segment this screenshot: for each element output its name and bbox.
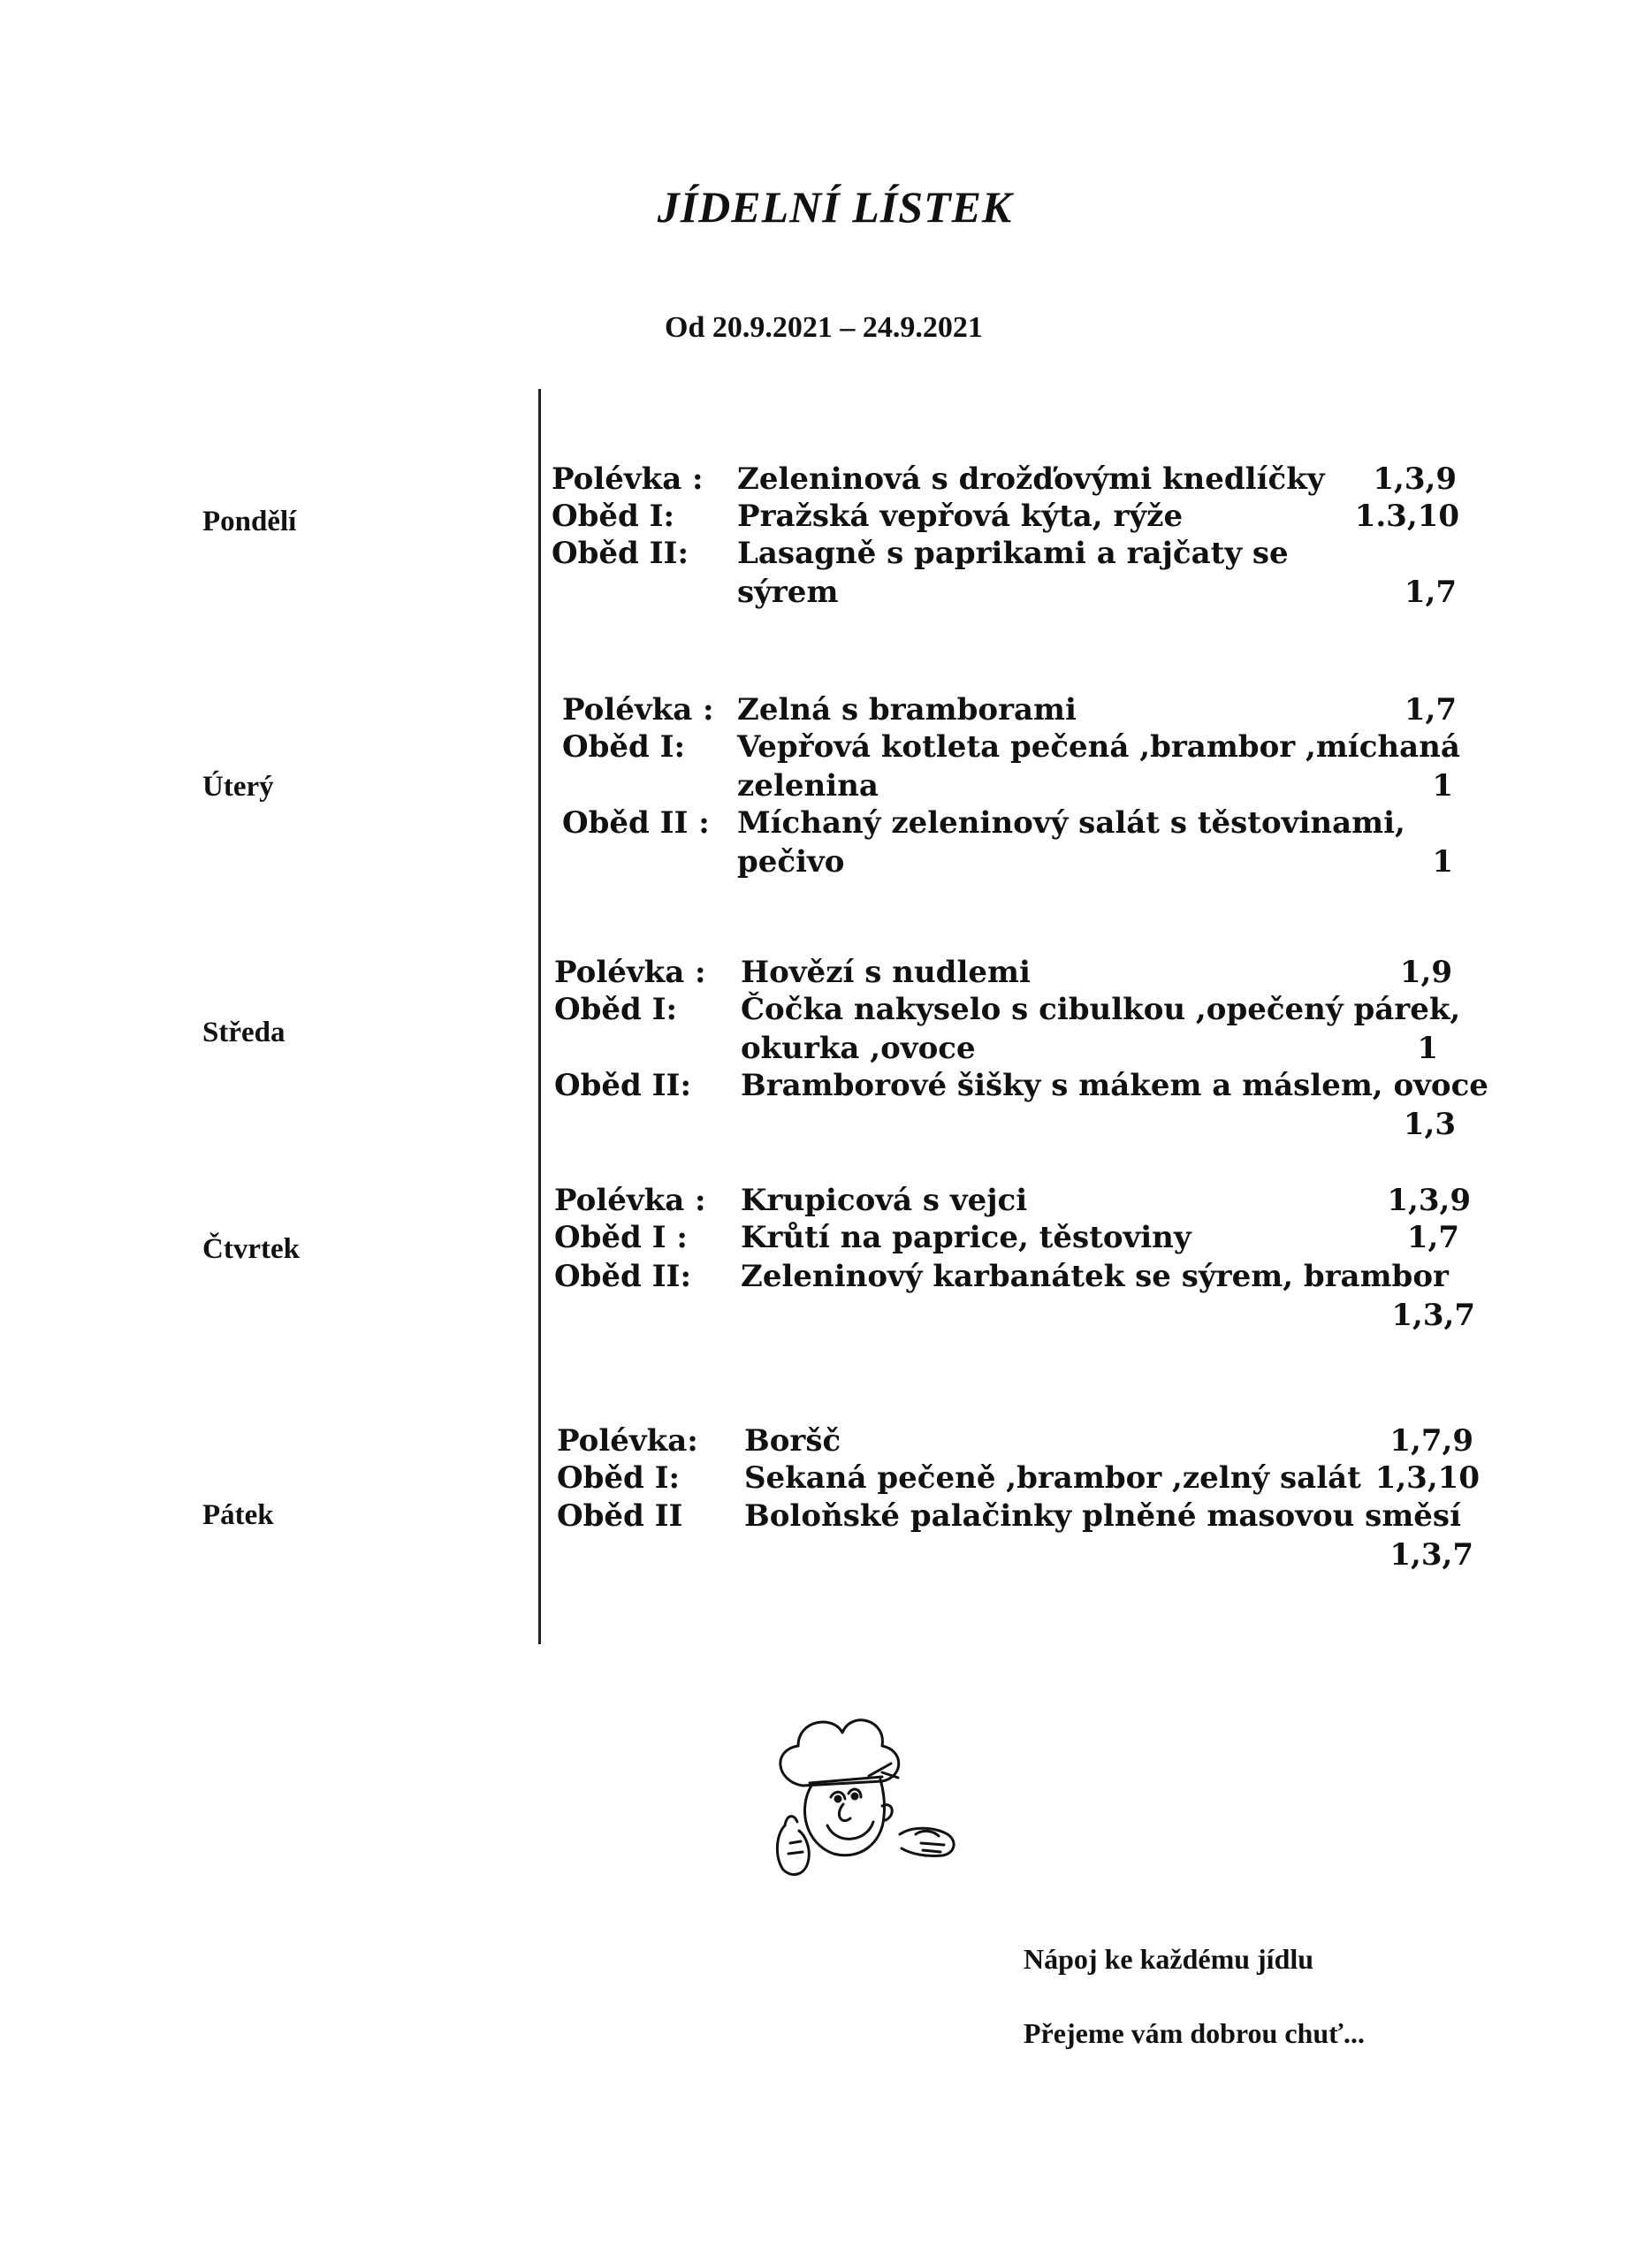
day-label-wednesday: Středa [202,1017,285,1048]
entry-dish: Krůtí na paprice, těstoviny [741,1220,1191,1255]
entry-dish: Pražská vepřová kýta, rýže [737,499,1184,534]
entry-dish: Hovězí s nudlemi [741,955,1031,990]
entry-label: Polévka : [554,955,706,990]
entry-label: Oběd II: [554,1259,691,1294]
menu-entry [562,729,1471,809]
entry-allergens: 1,9 [1399,955,1452,990]
entry-label: Oběd II: [552,536,689,571]
entry-dish-continued: sýrem [737,575,839,610]
entry-dish: Zeleninový karbanátek se sýrem, brambor [741,1259,1449,1294]
entry-label: Polévka : [554,1183,706,1218]
entry-dish: Krupicová s vejci [741,1183,1028,1218]
day-label-monday: Pondělí [202,506,297,537]
day-label-friday: Pátek [202,1499,274,1531]
entry-label: Oběd II : [562,805,710,841]
menu-entry [562,805,1471,885]
entry-label: Oběd I : [554,1220,688,1255]
entry-label: Oběd I: [552,499,675,534]
date-range: Od 20.9.2021 – 24.9.2021 [665,311,983,344]
entry-dish: Čočka nakyselo s cibulkou ,opečený párek, [741,992,1461,1027]
entry-allergens: 1,7 [1404,692,1457,728]
entry-allergens: 1,7 [1404,575,1457,610]
entry-label: Oběd I: [562,729,686,765]
menu-entry [552,461,1471,497]
entry-allergens: 1,3,7 [1389,1537,1473,1573]
page-title: JÍDELNÍ LÍSTEK [657,182,1013,232]
entry-dish: Zeleninová s drožďovými knedlíčky [737,461,1325,497]
menu-entry [554,955,1500,990]
entry-allergens: 1,3 [1403,1107,1456,1142]
menu-entry [557,1423,1500,1459]
entry-allergens: 1 [1432,768,1453,804]
entry-label: Oběd II [557,1498,683,1534]
entry-label: Oběd I: [557,1460,681,1496]
day-label-tuesday: Úterý [202,771,274,803]
column-divider [538,389,541,1644]
entry-label: Polévka : [552,461,704,497]
entry-allergens: 1.3,10 [1354,499,1459,534]
menu-entry [554,1220,1500,1255]
entry-dish: Boloňské palačinky plněné masovou směsí [744,1498,1461,1534]
entry-allergens: 1,3,9 [1373,461,1457,497]
entry-label: Polévka: [557,1423,698,1459]
entry-dish: Boršč [744,1423,841,1459]
entry-allergens: 1 [1432,844,1453,880]
entry-allergens: 1,7 [1406,1220,1459,1255]
menu-entry [554,992,1500,1071]
entry-dish: Míchaný zeleninový salát s těstovinami, [737,805,1405,841]
menu-entry [557,1498,1500,1578]
menu-entry [554,1259,1500,1338]
entry-label: Oběd I: [554,992,678,1027]
entry-allergens: 1 [1417,1031,1438,1066]
entry-label: Oběd II: [554,1068,691,1103]
entry-dish: Vepřová kotleta pečená ,brambor ,míchaná [737,729,1460,765]
entry-dish-continued: zelenina [737,768,879,804]
entry-dish: Sekaná pečeně ,brambor ,zelný salát [744,1460,1361,1496]
entry-label: Polévka : [562,692,714,728]
entry-dish-continued: okurka ,ovoce [741,1031,976,1066]
entry-dish: Lasagně s paprikami a rajčaty se [737,536,1289,571]
menu-entry [562,692,1471,728]
entry-allergens: 1,3,10 [1374,1460,1480,1496]
closing-wish: Přejeme vám dobrou chuť... [1024,2017,1365,2049]
drink-note: Nápoj ke každému jídlu [1024,1943,1314,1975]
entry-dish-continued: pečivo [737,844,845,880]
menu-entry [554,1183,1500,1218]
menu-entry [552,536,1471,615]
entry-allergens: 1,7,9 [1389,1423,1473,1459]
entry-allergens: 1,3,7 [1391,1298,1475,1333]
menu-entry [557,1460,1500,1496]
entry-dish: Bramborové šišky s mákem a máslem, ovoce [741,1068,1488,1103]
entry-allergens: 1,3,9 [1387,1183,1471,1218]
menu-entry [552,499,1471,534]
menu-entry [554,1068,1500,1147]
day-label-thursday: Čtvrtek [202,1233,300,1265]
entry-dish: Zelná s bramborami [737,692,1077,728]
chef-cartoon-icon [750,1702,979,1896]
